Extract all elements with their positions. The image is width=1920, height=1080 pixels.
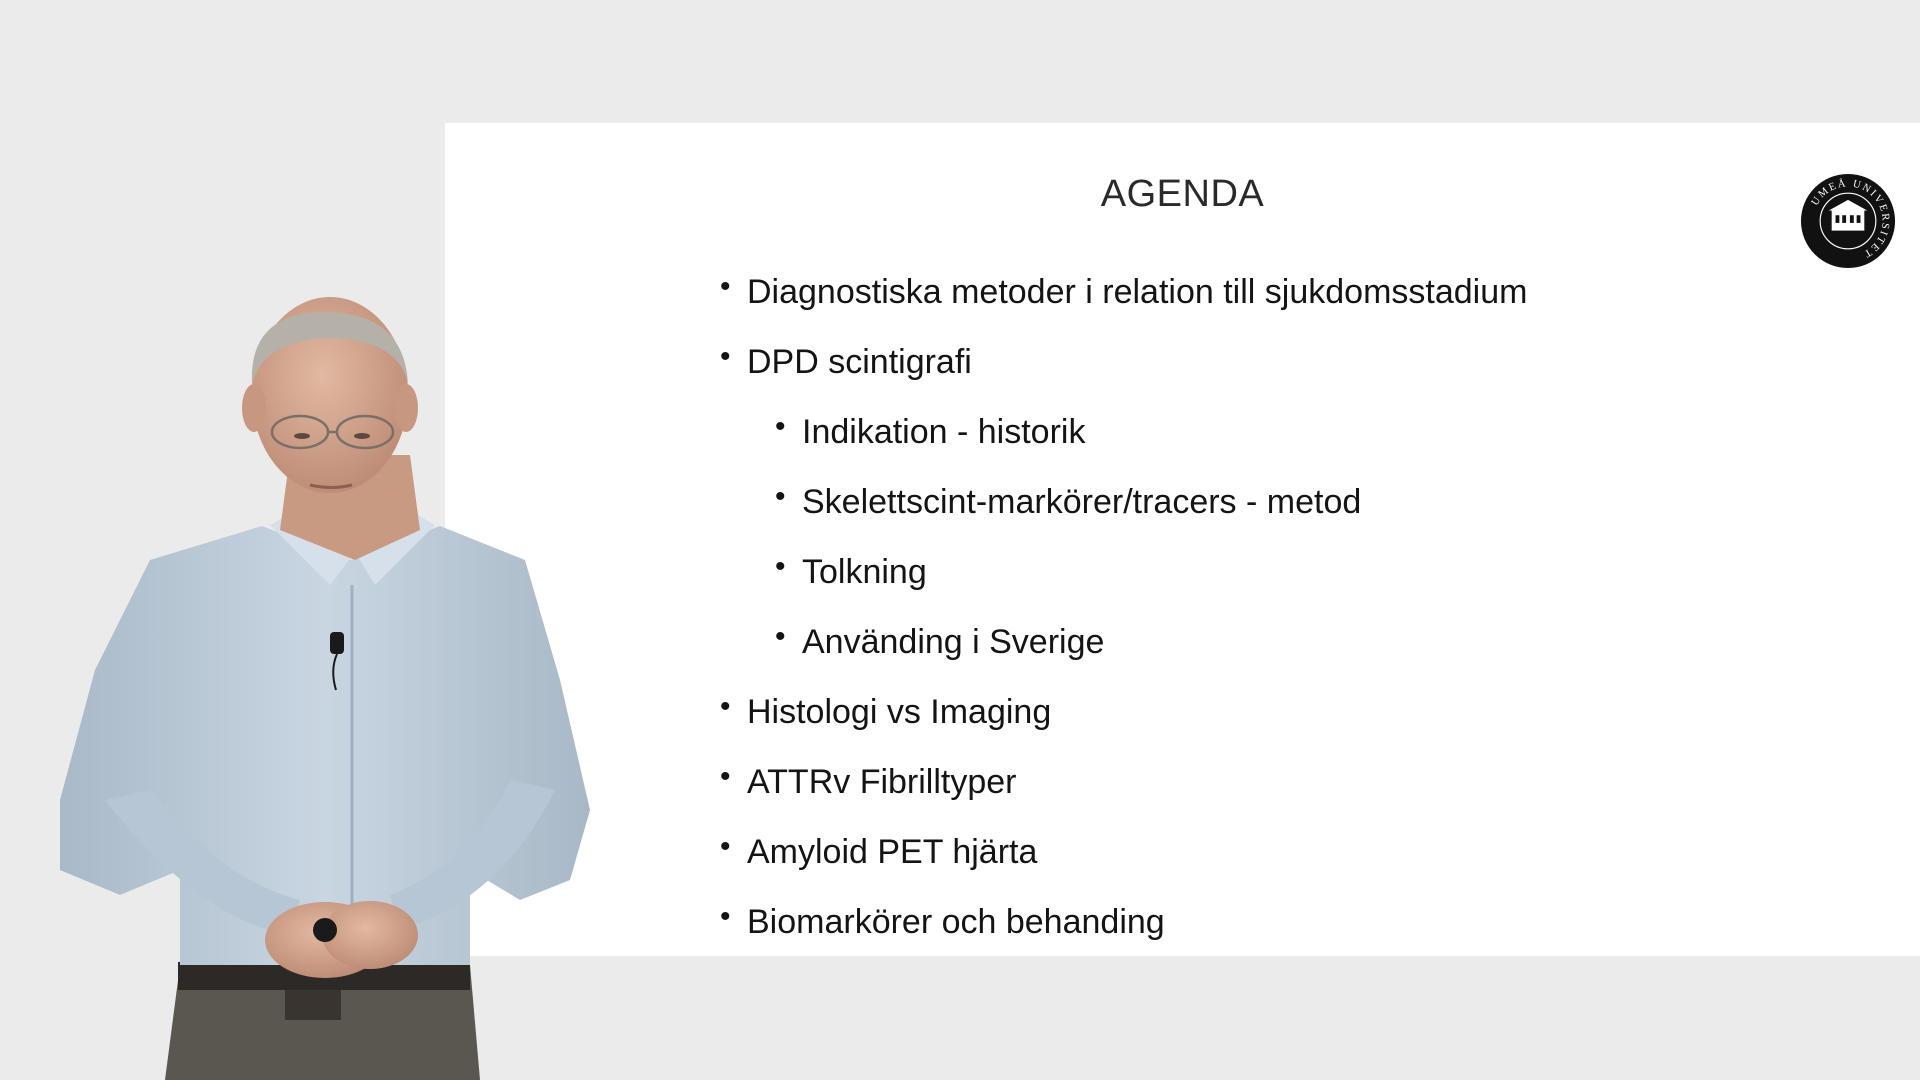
- agenda-item: [720, 830, 1038, 872]
- agenda-item-text: ATTRv Fibrilltyper: [747, 763, 1017, 801]
- university-seal-icon: [1800, 173, 1896, 269]
- bullet-glyph: •: [720, 690, 731, 723]
- agenda-item-text: Tolkning: [802, 553, 927, 591]
- bullet-glyph: •: [775, 480, 786, 513]
- agenda-item-text: Diagnostiska metoder i relation till sjukdomsstadium: [747, 273, 1528, 311]
- slide-title: AGENDA: [1100, 173, 1265, 215]
- agenda-item-text: Använding i Sverige: [802, 623, 1105, 661]
- seal-lettering: UMEÅ UNIVERSITET: [1809, 178, 1891, 260]
- bullet-glyph: •: [720, 830, 731, 863]
- bullet-glyph: •: [720, 760, 731, 793]
- agenda-item-text: Indikation - historik: [802, 413, 1086, 451]
- bullet-glyph: •: [775, 620, 786, 653]
- bullet-glyph: •: [775, 410, 786, 443]
- agenda-item: [720, 690, 1052, 732]
- agenda-item-text: Histologi vs Imaging: [747, 693, 1052, 731]
- agenda-item: [775, 410, 1086, 452]
- agenda-item: [775, 550, 927, 592]
- bullet-glyph: •: [720, 340, 731, 373]
- agenda-item: [720, 900, 1165, 942]
- bullet-glyph: •: [720, 270, 731, 303]
- agenda-item-text: Biomarkörer och behanding: [747, 903, 1165, 941]
- agenda-item: [720, 340, 972, 382]
- slide: [445, 123, 1920, 956]
- bullet-glyph: •: [775, 550, 786, 583]
- agenda-item: [720, 760, 1017, 802]
- agenda-item-text: DPD scintigrafi: [747, 343, 972, 381]
- bullet-glyph: •: [720, 900, 731, 933]
- microphone-icon: [330, 632, 344, 690]
- agenda-item: [775, 620, 1105, 662]
- agenda-item-text: Skelettscint-markörer/tracers - metod: [802, 483, 1362, 521]
- agenda-item: [775, 480, 1362, 522]
- agenda-item: [720, 270, 1528, 312]
- remote-clicker-icon: [313, 918, 337, 942]
- agenda-item-text: Amyloid PET hjärta: [747, 833, 1038, 871]
